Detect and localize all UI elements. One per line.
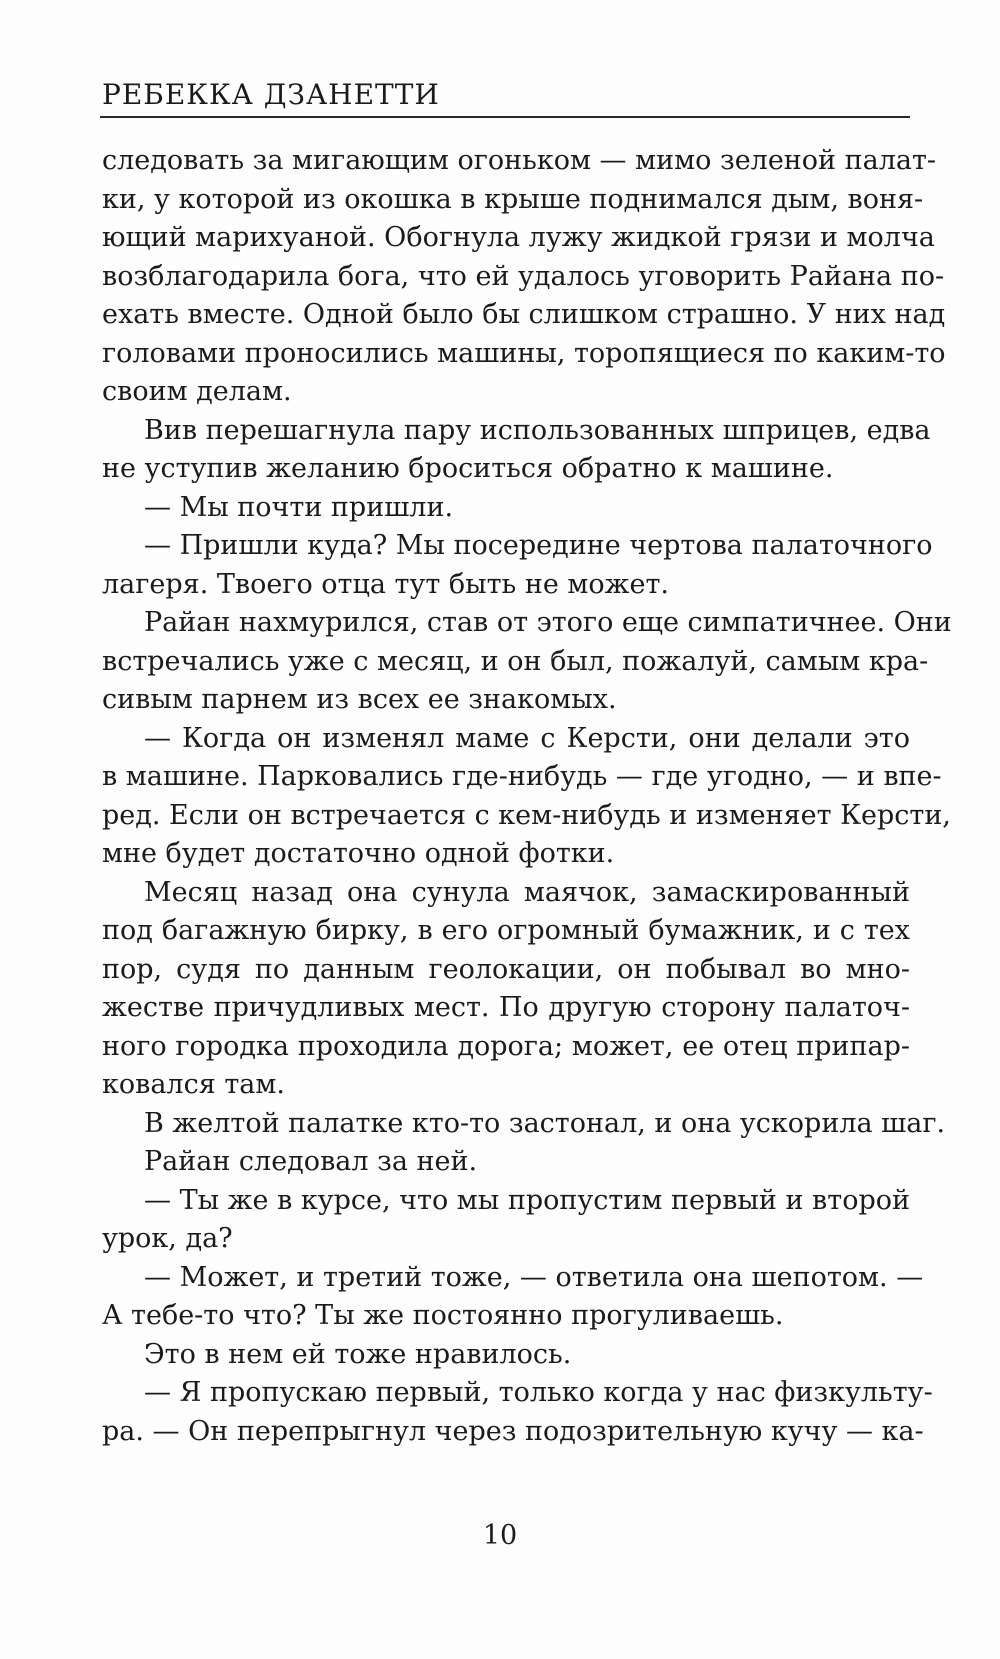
text-line: лагеря. Твоего отца тут быть не может. (102, 568, 669, 600)
text-line: жестве причудливых мест. По другую сторону палаточ- (102, 992, 910, 1023)
text-line: в машине. Парковались где-нибудь — где угодно, — и впе- (102, 761, 942, 792)
text-line: Вив перешагнула пару использованных шприцев, едва (144, 414, 931, 446)
text-line: ред. Если он встречается с кем-нибудь и изменяет Керсти, (102, 799, 951, 831)
text-line: возблагодарила бога, что ей удалось уговорить Райана по- (102, 260, 945, 292)
text-line: ковался там. (102, 1069, 285, 1100)
header-rule (100, 116, 910, 118)
text-line: В желтой палатке кто-то застонал, и она ускорила шаг. (144, 1107, 946, 1139)
text-line: пор, судя по данным геолокации, он побывал во мно- (102, 953, 910, 985)
text-line: ра. — Он перепрыгнул через подозрительную кучу — ка- (102, 1415, 924, 1447)
text-line: Месяц назад она сунула маячок, замаскированный (144, 876, 910, 908)
text-line: — Пришли куда? Мы посередине чертова палаточного (144, 530, 933, 561)
body-text (102, 142, 952, 1451)
text-line: ехать вместе. Одной было бы слишком страшно. У них над (102, 299, 946, 330)
text-line: встречались уже с месяц, и он был, пожалуй, самым кра- (102, 645, 929, 677)
text-line: ющий марихуаной. Обогнула лужу жидкой грязи и молча (102, 222, 935, 253)
text-line: своим делам. (102, 376, 292, 407)
text-line: следовать за мигающим огоньком — мимо зеленой палат- (102, 145, 937, 176)
text-line: урок, да? (102, 1223, 233, 1254)
text-line: под багажную бирку, в его огромный бумажник, и с тех (102, 915, 910, 946)
text-line: сивым парнем из всех ее знакомых. (102, 684, 617, 715)
text-line: — Когда он изменял маме с Керсти, они делали это (144, 722, 910, 754)
text-line: Райан нахмурился, став от этого еще симпатичнее. Они (144, 607, 952, 638)
text-line: мне будет достаточно одной фотки. (102, 838, 615, 869)
text-line: Райан следовал за ней. (144, 1146, 478, 1177)
text-line: — Мы почти пришли. (144, 491, 454, 523)
text-line: ки, у которой из окошка в крыше поднимался дым, воня- (102, 183, 924, 215)
text-line: головами проносились машины, торопящиеся по каким-то (102, 337, 946, 369)
text-line: Это в нем ей тоже нравилось. (144, 1338, 572, 1370)
running-head: РЕБЕККА ДЗАНЕТТИ (102, 78, 440, 111)
text-line: А тебе-то что? Ты же постоянно прогуливаешь. (102, 1300, 784, 1331)
text-line: — Ты же в курсе, что мы пропустим первый и второй (144, 1184, 910, 1216)
text-line: не уступив желанию броситься обратно к машине. (102, 453, 834, 484)
text-line: — Я пропускаю первый, только когда у нас физкульту- (144, 1377, 933, 1408)
text-line: ного городка проходила дорога; может, ее отец припар- (102, 1030, 910, 1062)
page-number: 10 (482, 1520, 518, 1551)
text-line: — Может, и третий тоже, — ответила она шепотом. — (144, 1261, 924, 1293)
